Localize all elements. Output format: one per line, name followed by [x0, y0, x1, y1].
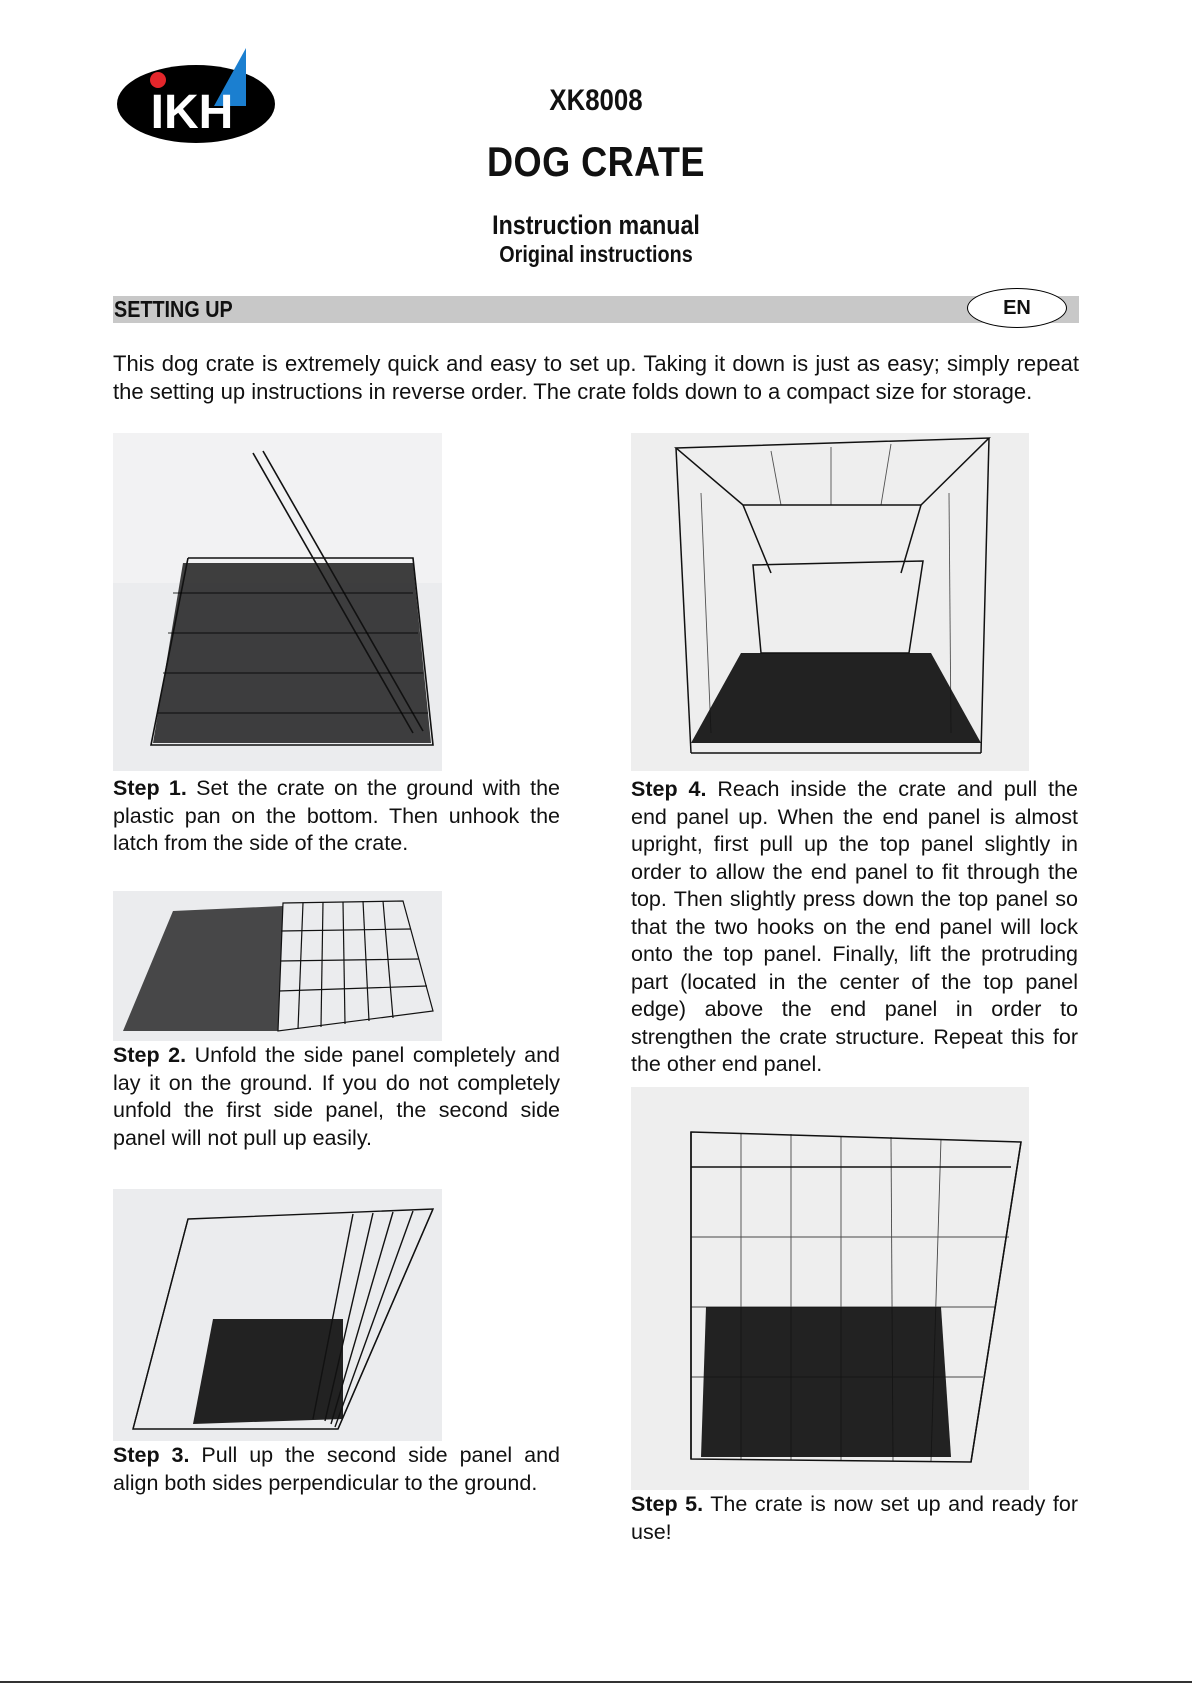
- intro-paragraph: This dog crate is extremely quick and easy to set up. Taking it down is just as easy; simply repeat the setting up instructions in reverse order. The crate folds down to a compact size for storage.: [113, 351, 1079, 404]
- step-4-label: Step 4.: [631, 777, 707, 801]
- step-3-photo: [113, 1189, 442, 1441]
- model-number: XK8008: [549, 84, 643, 117]
- step-1-label: Step 1.: [113, 776, 187, 800]
- step-3-label: Step 3.: [113, 1443, 190, 1467]
- step-1-text: [113, 775, 560, 858]
- step-2-photo: [113, 891, 442, 1041]
- manual-subtitle: Original instructions: [499, 241, 693, 267]
- manual-title: Instruction manual: [492, 210, 700, 240]
- section-title: SETTING UP: [114, 296, 233, 322]
- step-4-photo: [631, 433, 1029, 771]
- step-4-text: [631, 776, 1078, 1079]
- step-2-label: Step 2.: [113, 1043, 187, 1067]
- step-5-body: The crate is now set up and ready for use!: [631, 1492, 1078, 1544]
- step-5-label: Step 5.: [631, 1492, 704, 1516]
- product-title: DOG CRATE: [487, 138, 705, 185]
- step-3-text: [113, 1442, 560, 1497]
- step-1-body: Set the crate on the ground with the plastic pan on the bottom. Then unhook the latch from the side of the crate.: [113, 776, 560, 855]
- step-2-text: [113, 1042, 560, 1152]
- section-bar: [113, 296, 1079, 323]
- step-5-text: [631, 1491, 1078, 1546]
- footer-line: [0, 1681, 1192, 1683]
- step-4-body: Reach inside the crate and pull the end panel up. When the end panel is almost upright, first pull up the top panel slightly in order to allow the end panel to fit through the top. Then slightly press down the top panel so that the two hooks on the end panel will lock onto the top panel. Finally, lift the protruding part (located in the center of the top panel edge) above the end panel in order to strengthen the crate structure. Repeat this for the other end panel.: [631, 777, 1078, 1076]
- language-badge: EN: [967, 288, 1067, 328]
- step-5-photo: [631, 1087, 1029, 1490]
- step-3-body: Pull up the second side panel and align both sides perpendicular to the ground.: [113, 1443, 560, 1495]
- step-2-body: Unfold the side panel completely and lay it on the ground. If you do not completely unfold the first side panel, the second side panel will not pull up easily.: [113, 1043, 560, 1150]
- step-1-photo: [113, 433, 442, 771]
- logo-text: IKH: [150, 86, 234, 139]
